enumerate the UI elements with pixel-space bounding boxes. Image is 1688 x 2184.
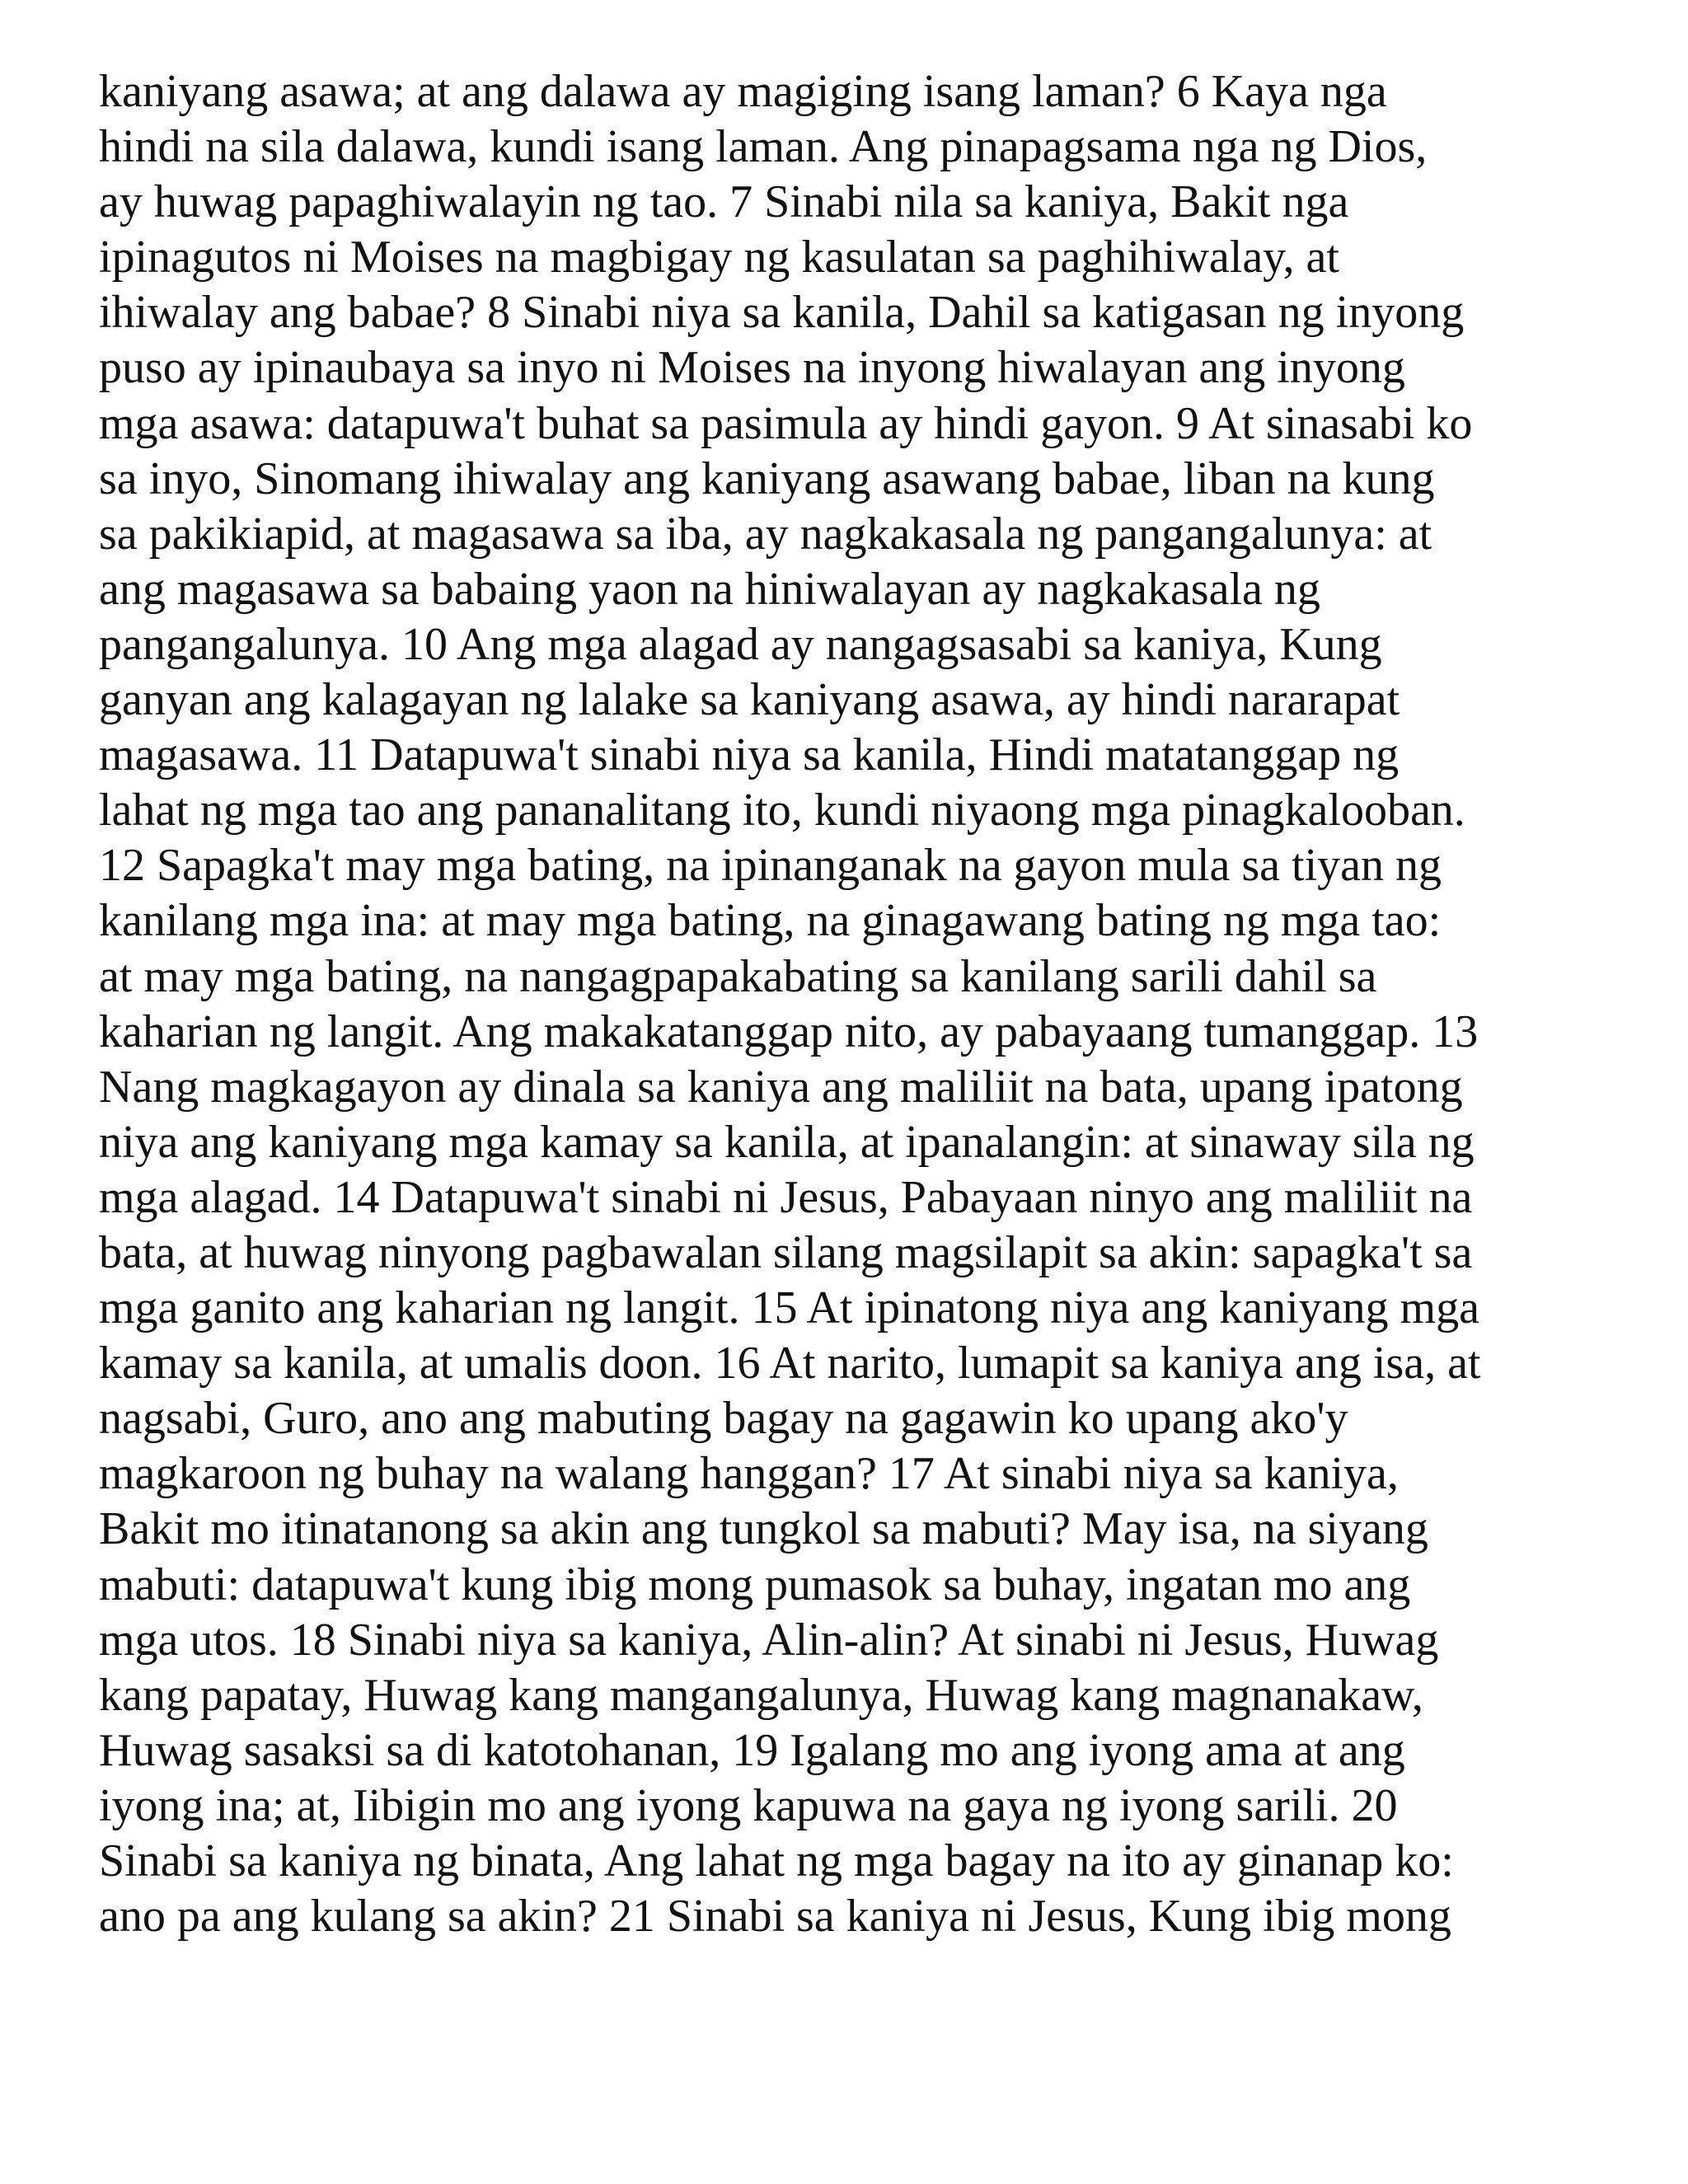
- text-line: kanilang mga ina: at may mga bating, na ginagawang bating ng mga tao:: [99, 895, 1442, 947]
- text-line: mga asawa: datapuwa't buhat sa pasimula ay hindi gayon. 9 At sinasabi ko: [99, 397, 1473, 449]
- text-line: kang papatay, Huwag kang mangangalunya, Huwag kang magnanakaw,: [99, 1669, 1423, 1721]
- text-line: iyong ina; at, Iibigin mo ang iyong kapuwa na gaya ng iyong sarili. 20: [99, 1779, 1398, 1831]
- text-line: kamay sa kanila, at umalis doon. 16 At narito, lumapit sa kaniya ang isa, at: [99, 1338, 1481, 1390]
- text-line: magkaroon ng buhay na walang hanggan? 17 At sinabi niya sa kaniya,: [99, 1448, 1399, 1500]
- text-line: nagsabi, Guro, ano ang mabuting bagay na gagawin ko upang ako'y: [99, 1393, 1348, 1445]
- body-text: [99, 64, 1607, 1944]
- text-line: kaharian ng langit. Ang makakatanggap nito, ay pabayaang tumanggap. 13: [99, 1005, 1479, 1057]
- text-line: hindi na sila dalawa, kundi isang laman. Ang pinapagsama nga ng Dios,: [99, 121, 1428, 173]
- text-line: mga ganito ang kaharian ng langit. 15 At ipinatong niya ang kaniyang mga: [99, 1282, 1479, 1334]
- text-line: puso ay ipinaubaya sa inyo ni Moises na inyong hiwalayan ang inyong: [99, 342, 1405, 394]
- text-line: mabuti: datapuwa't kung ibig mong pumasok sa buhay, ingatan mo ang: [99, 1558, 1411, 1610]
- text-line: ganyan ang kalagayan ng lalake sa kaniyang asawa, ay hindi nararapat: [99, 674, 1400, 726]
- text-line: 12 Sapagka't may mga bating, na ipinanganak na gayon mula sa tiyan ng: [99, 840, 1442, 892]
- text-line: at may mga bating, na nangagpapakabating sa kanilang sarili dahil sa: [99, 950, 1377, 1002]
- text-line: Bakit mo itinatanong sa akin ang tungkol sa mabuti? May isa, na siyang: [99, 1503, 1428, 1555]
- text-line: ano pa ang kulang sa akin? 21 Sinabi sa kaniya ni Jesus, Kung ibig mong: [99, 1891, 1451, 1943]
- text-line: pangangalunya. 10 Ang mga alagad ay nangagsasabi sa kaniya, Kung: [99, 618, 1382, 670]
- text-line: Huwag sasaksi sa di katotohanan, 19 Igalang mo ang iyong ama at ang: [99, 1724, 1405, 1776]
- text-line: ang magasawa sa babaing yaon na hiniwalayan ay nagkakasala ng: [99, 563, 1320, 615]
- text-line: kaniyang asawa; at ang dalawa ay magiging isang laman? 6 Kaya nga: [99, 66, 1387, 117]
- text-line: ihiwalay ang babae? 8 Sinabi niya sa kanila, Dahil sa katigasan ng inyong: [99, 287, 1465, 339]
- text-line: Sinabi sa kaniya ng binata, Ang lahat ng mga bagay na ito ay ginanap ko:: [99, 1835, 1454, 1886]
- text-line: Nang magkagayon ay dinala sa kaniya ang maliliit na bata, upang ipatong: [99, 1061, 1463, 1113]
- text-line: ay huwag papaghiwalayin ng tao. 7 Sinabi nila sa kaniya, Bakit nga: [99, 176, 1349, 228]
- text-line: lahat ng mga tao ang pananalitang ito, kundi niyaong mga pinagkalooban.: [99, 785, 1465, 837]
- text-line: mga utos. 18 Sinabi niya sa kaniya, Alin-alin? At sinabi ni Jesus, Huwag: [99, 1614, 1439, 1666]
- text-line: ipinagutos ni Moises na magbigay ng kasulatan sa paghihiwalay, at: [99, 232, 1339, 284]
- text-line: mga alagad. 14 Datapuwa't sinabi ni Jesus, Pabayaan ninyo ang maliliit na: [99, 1171, 1473, 1223]
- text-line: magasawa. 11 Datapuwa't sinabi niya sa kanila, Hindi matatanggap ng: [99, 729, 1400, 781]
- text-line: bata, at huwag ninyong pagbawalan silang magsilapit sa akin: sapagka't sa: [99, 1226, 1473, 1278]
- text-line: sa pakikiapid, at magasawa sa iba, ay nagkakasala ng pangangalunya: at: [99, 508, 1432, 560]
- text-line: niya ang kaniyang mga kamay sa kanila, at ipanalangin: at sinaway sila ng: [99, 1116, 1475, 1168]
- text-line: sa inyo, Sinomang ihiwalay ang kaniyang asawang babae, liban na kung: [99, 452, 1435, 504]
